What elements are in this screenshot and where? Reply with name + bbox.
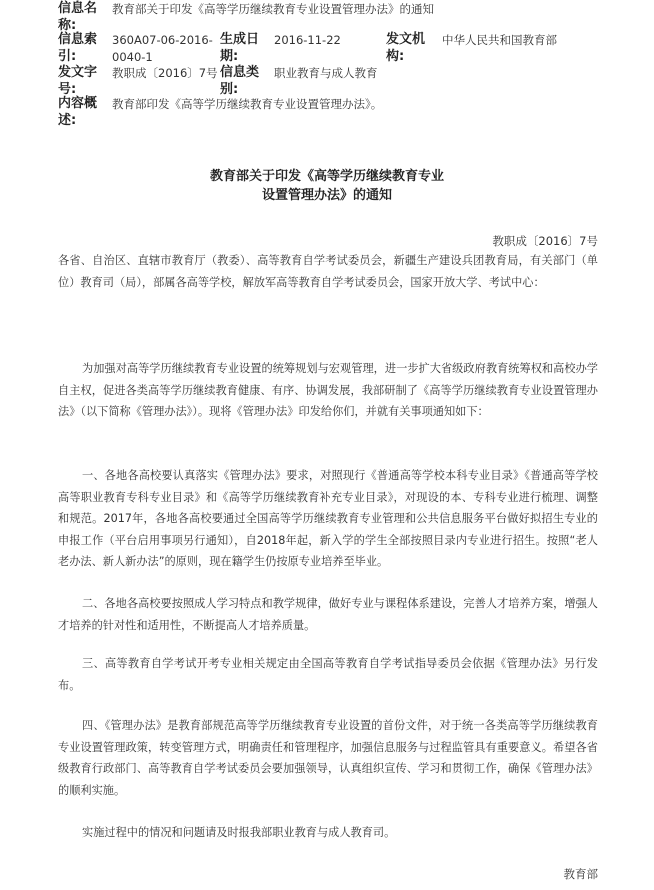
document-number: 教职成〔2016〕7号 [492, 234, 598, 248]
summary-label: 内容概述: [58, 96, 98, 128]
category-label: 信息类别: [220, 65, 260, 97]
doc-no-value: 教职成〔2016〕7号 [112, 66, 218, 80]
info-name-value: 教育部关于印发《高等学历继续教育专业设置管理办法》的通知 [112, 2, 434, 16]
summary-value: 教育部印发《高等学历继续教育专业设置管理办法》。 [112, 97, 383, 111]
paragraph-closing: 实施过程中的情况和问题请及时报我部职业教育与成人教育司。 [82, 826, 396, 839]
date-value: 2016-11-22 [274, 33, 341, 47]
info-name-label: 信息名称: [58, 1, 98, 33]
index-value-line2: 0040-1 [112, 50, 153, 64]
paragraph-item-3: 三、高等教育自学考试开考专业相关规定由全国高等教育自学考试指导委员会依据《管理办法》另行发布。 [58, 657, 598, 692]
document-title-line1: 教育部关于印发《高等学历继续教育专业 [209, 169, 444, 184]
date-label: 生成日期: [220, 32, 260, 64]
category-value: 职业教育与成人教育 [274, 66, 378, 80]
index-label: 信息索引: [58, 32, 98, 64]
paragraph-item-1: 一、各地各高校要认真落实《管理办法》要求，对照现行《普通高等学校本科专业目录》《普通高等学校高等职业教育专科专业目录》和《高等学历继续教育补充专业目录》，对现设的本、专科专业进行梳理、调整和规范。2017年，各地各高校要通过全国高等学历继续教育专业管理和公共信息服务平台做好拟招生专业的申报工作（平台启用事项另行通知），自2018年起，新入学的学生全部按照目录内专业进行招生。按照“老人老办法、新人新办法”的原则，现在籍学生仍按原专业培养至毕业。 [58, 469, 598, 568]
issuer-value: 中华人民共和国教育部 [442, 33, 557, 47]
issuer-label: 发文机构: [386, 32, 426, 64]
doc-no-label: 发文字号: [58, 65, 98, 97]
document-title [0, 167, 654, 205]
paragraph-item-4: 四、《管理办法》是教育部规范高等学历继续教育专业设置的首份文件，对于统一各类高等学历继续教育专业设置管理政策，转变管理方式，明确责任和管理程序，加强信息服务与过程监管具有重要意义。希望各省级教育行政部门、高等教育自学考试委员会要加强领导，认真组织宣传、学习和贯彻工作，确保《管理办法》的顺利实施。 [58, 719, 598, 797]
signature: 教育部 [563, 867, 598, 881]
paragraph-intro: 为加强对高等学历继续教育专业设置的统筹规划与宏观管理，进一步扩大省级政府教育统筹权和高校办学自主权，促进各类高等学历继续教育健康、有序、协调发展，我部研制了《高等学历继续教育专业设置管理办法》（以下简称《管理办法》）。现将《管理办法》印发给你们，并就有关事项通知如下： [58, 362, 598, 418]
salutation: 各省、自治区、直辖市教育厅（教委）、高等教育自学考试委员会，新疆生产建设兵团教育局，有关部门（单位）教育司（局），部属各高等学校，解放军高等教育自学考试委员会，国家开放大学、考试中心： [58, 254, 598, 289]
document-title-line2: 设置管理办法》的通知 [261, 188, 392, 203]
index-value-line1: 360A07-06-2016- [112, 33, 213, 47]
paragraph-item-2: 二、各地各高校要按照成人学习特点和教学规律，做好专业与课程体系建设，完善人才培养方案，增强人才培养的针对性和适用性，不断提高人才培养质量。 [58, 597, 598, 632]
